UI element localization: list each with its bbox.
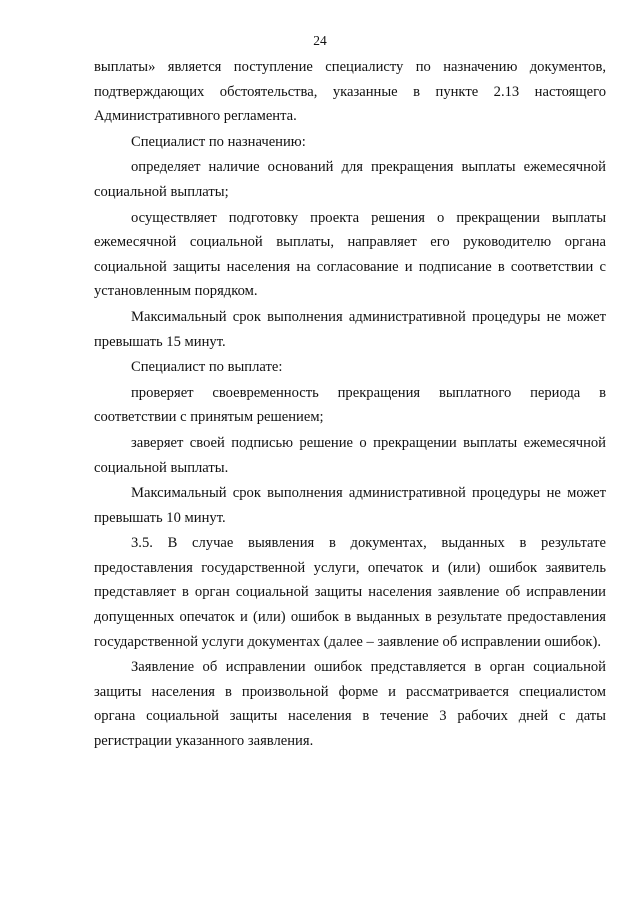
paragraph-section-3-5: 3.5. В случае выявления в документах, выданных в результате предоставления государственной услуги, опечаток и (или) ошибок заявитель представляет в орган социальной защиты населения заявление об исправлении допущенных опечаток и (или) ошибок в выданных в результате предоставления государственной услуги документах (далее – заявление об исправлении ошибок). (94, 535, 606, 650)
paragraph-payment-specialist-heading: Специалист по выплате: (131, 359, 283, 376)
paragraph-continuation: выплаты» является поступление специалисту по назначению документов, подтверждающих обстоятельства, указанные в пункте 2.13 настоящего Административного регламента. (94, 59, 606, 125)
page-number: 24 (313, 33, 327, 48)
paragraph-prepares-decision: осуществляет подготовку проекта решения о прекращении выплаты ежемесячной социальной выплаты, направляет его руководителю органа социальной защиты населения на согласование и подписание в соответствии с установленным порядком. (94, 209, 606, 300)
paragraph-certifies-decision: заверяет своей подписью решение о прекращении выплаты ежемесячной социальной выплаты. (94, 434, 606, 476)
paragraph-correction-application: Заявление об исправлении ошибок представляется в орган социальной защиты населения в произвольной форме и рассматривается специалистом органа социальной защиты населения в течение 3 рабочих дней с даты регистрации указанного заявления. (94, 659, 606, 750)
document-body (94, 55, 606, 754)
paragraph-determines-grounds: определяет наличие оснований для прекращения выплаты ежемесячной социальной выплаты; (94, 159, 606, 200)
paragraph-assignment-specialist-heading: Специалист по назначению: (131, 133, 306, 150)
paragraph-max-time-15: Максимальный срок выполнения административной процедуры не может превышать 15 минут. (94, 308, 606, 350)
paragraph-checks-timeliness: проверяет своевременность прекращения выплатного периода в соответствии с принятым решением; (94, 384, 606, 426)
paragraph-max-time-10: Максимальный срок выполнения административной процедуры не может превышать 10 минут. (94, 485, 606, 526)
